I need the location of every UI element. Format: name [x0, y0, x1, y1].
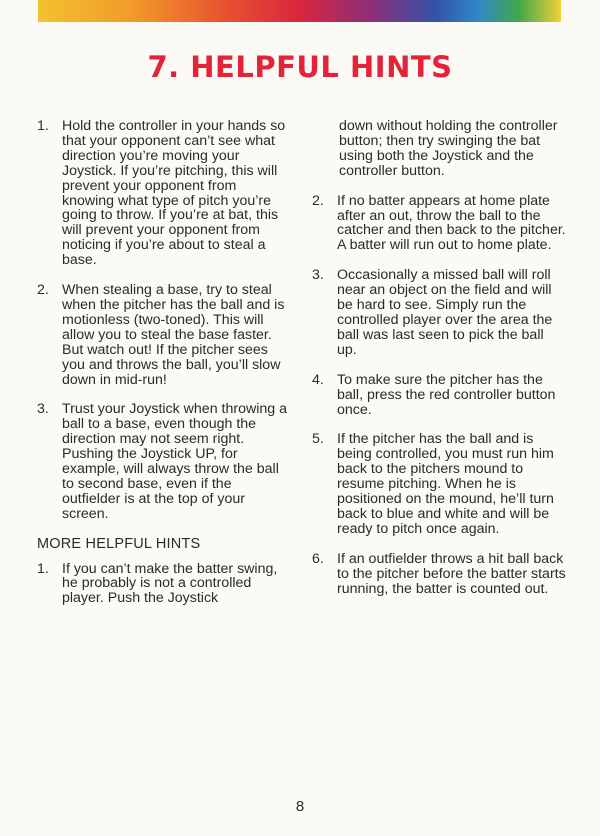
hint-number: 3. [312, 267, 324, 284]
hint-text: When stealing a base, try to steal when the pitcher has the ball and is motionless (two-toned). This will allow you to steal the base faster. But watch out! If the pitcher sees you and throws the ball, you’ll slow down in mid-run! [62, 282, 285, 388]
hint-number: 2. [312, 192, 324, 209]
hint-item [37, 562, 287, 607]
hint-text: To make sure the pitcher has the ball, press the red controller button once. [337, 371, 556, 418]
hint-number: 1. [37, 118, 49, 134]
hint-text: Trust your Joystick when throwing a ball to a base, even though the direction may not seem right. Pushing the Joystick UP, for example, will always throw the ball to second base, even if the outfielder is at the top of your screen. [62, 401, 287, 522]
left-column [37, 119, 287, 621]
hint-item [312, 194, 567, 254]
rainbow-header-stripe [38, 0, 561, 22]
page-title: 7. HELPFUL HINTS [147, 50, 453, 84]
section-subheading: MORE HELPFUL HINTS [37, 535, 201, 552]
hint-item [37, 283, 287, 387]
hint-text: Occasionally a missed ball will roll near an object on the field and will be hard to see. Simply run the controlled player over the area the ball was last seen to pick the ball up. [337, 267, 553, 358]
hint-item [312, 432, 567, 536]
hint-number: 6. [312, 550, 324, 567]
hint-number: 5. [312, 431, 324, 448]
hint-text: Hold the controller in your hands so that your opponent can’t see what direction you’re moving your Joystick. If you’re pitching, this will prevent your opponent from knowing what type of pitch you’re going to throw. If you’re at bat, this will prevent your opponent from noticing if you’re about to steal a base. [62, 118, 286, 269]
hint-item [312, 373, 567, 418]
hint-item [37, 119, 287, 268]
hint-text: If no batter appears at home plate after an out, throw the ball to the catcher and then back to the pitcher. A batter will run out to home plate. [337, 192, 566, 254]
hint-text: If you can’t make the batter swing, he probably is not a controlled player. Push the Joystick [62, 560, 278, 607]
hint-text-continued: down without holding the controller button; then try swinging the bat using both the Joystick and the controller button. [339, 118, 558, 179]
right-column [312, 119, 567, 611]
hint-text: If the pitcher has the ball and is being controlled, you must run him back to the pitchers mound to resume pitching. When he is positioned on the mound, he’ll turn back to blue and white and will be ready to pitch once again. [337, 431, 554, 537]
page-number: 8 [295, 798, 305, 815]
hint-number: 4. [312, 371, 324, 388]
hint-number: 2. [37, 282, 49, 299]
hint-item [37, 402, 287, 521]
hint-text: If an outfielder throws a hit ball back to the pitcher before the batter starts running, the batter is counted out. [337, 550, 566, 597]
hint-item [312, 552, 567, 597]
hint-item [312, 268, 567, 357]
hint-number: 3. [37, 401, 49, 418]
hint-number: 1. [37, 560, 49, 577]
